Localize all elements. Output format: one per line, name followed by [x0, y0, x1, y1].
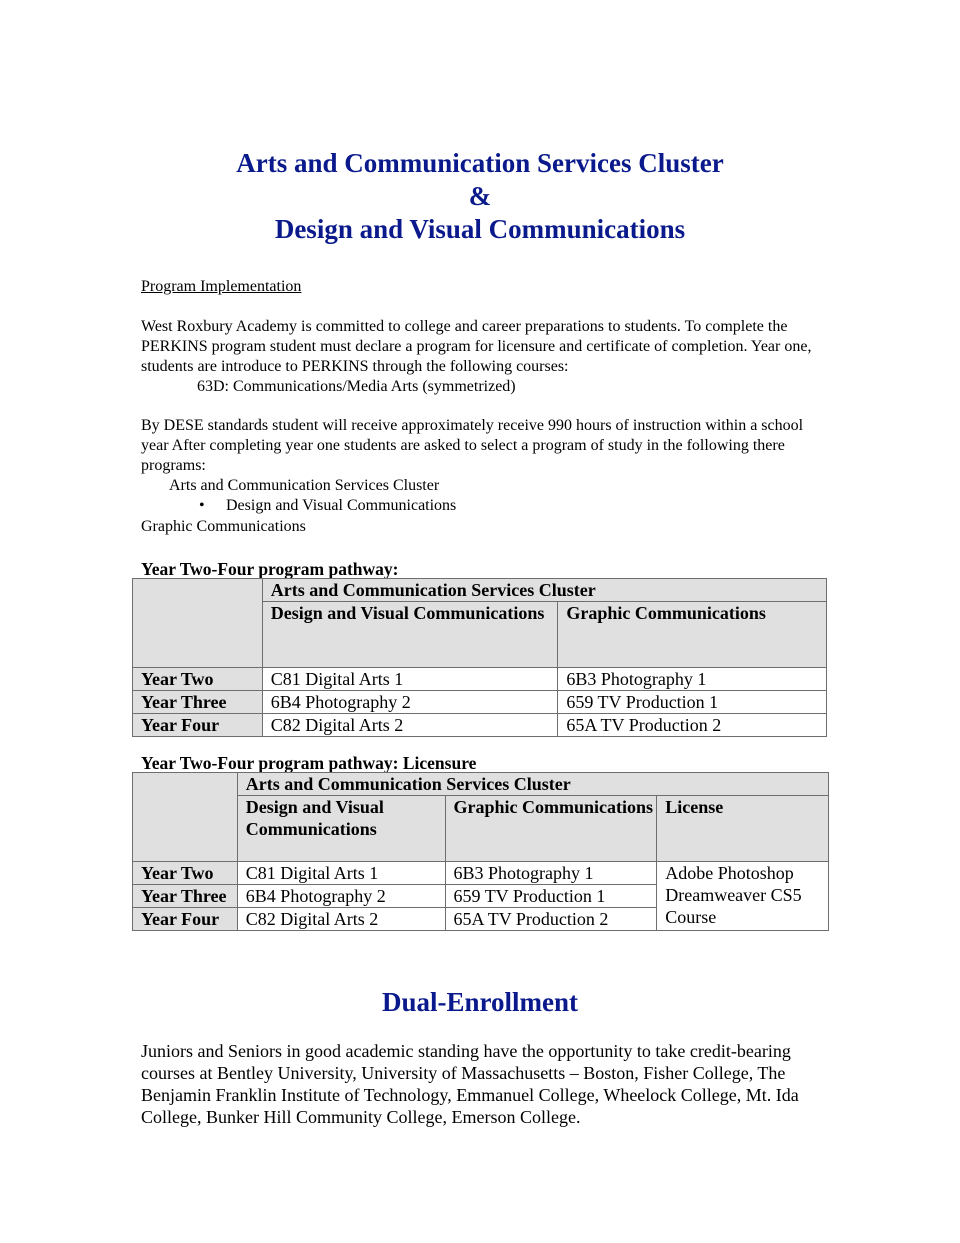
- table-cluster-header: Arts and Communication Services Cluster: [237, 773, 828, 796]
- dual-enrollment-title: Dual-Enrollment: [381, 987, 578, 1017]
- table-year-cell: Year Two: [133, 862, 238, 885]
- table-cell: 65A TV Production 2: [558, 714, 827, 737]
- document-title-ampersand: &: [468, 181, 492, 211]
- table-cell: 659 TV Production 1: [558, 691, 827, 714]
- table-row: [133, 579, 827, 602]
- table-cell: 6B3 Photography 1: [558, 668, 827, 691]
- table-cell: 6B4 Photography 2: [262, 691, 558, 714]
- table-column-header: Graphic Communications: [558, 602, 827, 668]
- licensure-table: [132, 772, 829, 931]
- table-year-cell: Year Four: [133, 908, 238, 931]
- table-column-header: Design and Visual Communications: [237, 796, 445, 862]
- document-title-line-1: Arts and Communication Services Cluster: [236, 148, 724, 178]
- table-cell: 659 TV Production 1: [445, 885, 657, 908]
- table-cell: 6B4 Photography 2: [237, 885, 445, 908]
- table-cell: 6B3 Photography 1: [445, 862, 657, 885]
- program-intro-paragraph: West Roxbury Academy is committed to college and career preparations to students. To complete the PERKINS program student must declare a program for licensure and certificate of completion. Year one, students are introduce to PERKINS through the following courses:: [141, 318, 812, 375]
- table-row: [133, 714, 827, 737]
- table-cluster-header: Arts and Communication Services Cluster: [262, 579, 826, 602]
- table-2-heading: Year Two-Four program pathway: Licensure: [141, 753, 477, 773]
- table-row: [133, 773, 829, 796]
- table-license-cell: Adobe Photoshop Dreamweaver CS5 Course: [657, 862, 829, 931]
- table-cell: 65A TV Production 2: [445, 908, 657, 931]
- bullet-icon: •: [199, 497, 205, 514]
- document-title-line-2: Design and Visual Communications: [274, 214, 686, 244]
- program-bullet-item: [199, 496, 456, 516]
- table-row: [133, 691, 827, 714]
- table-year-cell: Year Four: [133, 714, 263, 737]
- table-column-header: Graphic Communications: [445, 796, 657, 862]
- table-cell: C81 Digital Arts 1: [237, 862, 445, 885]
- dese-paragraph: By DESE standards student will receive approximately receive 990 hours of instruction within a school year After completing year one students are asked to select a program of study in the following there programs:: [141, 417, 804, 474]
- bullet-item-label: Design and Visual Communications: [226, 497, 457, 514]
- program-implementation-heading: Program Implementation: [141, 278, 302, 295]
- table-year-cell: Year Three: [133, 691, 263, 714]
- table-corner-cell: [133, 579, 263, 668]
- program-cluster-line: Arts and Communication Services Cluster: [169, 477, 440, 494]
- table-column-header: License: [657, 796, 829, 862]
- table-cell: C82 Digital Arts 2: [237, 908, 445, 931]
- dual-enrollment-paragraph: Juniors and Seniors in good academic standing have the opportunity to take credit-bearing courses at Bentley University, University of Massachusetts – Boston, Fisher College, The Benjamin Franklin Institute of Technology, Emmanuel College, Wheelock College, Mt. Ida College, Bunker Hill Community College, Emerson College.: [141, 1041, 799, 1127]
- table-year-cell: Year Three: [133, 885, 238, 908]
- table-1-heading: Year Two-Four program pathway:: [141, 559, 399, 579]
- table-cell: C81 Digital Arts 1: [262, 668, 558, 691]
- table-cell: C82 Digital Arts 2: [262, 714, 558, 737]
- table-row: [133, 862, 829, 885]
- table-corner-cell: [133, 773, 238, 862]
- table-column-header: Design and Visual Communications: [262, 602, 558, 668]
- table-year-cell: Year Two: [133, 668, 263, 691]
- program-graphic-line: Graphic Communications: [141, 518, 306, 535]
- table-row: [133, 796, 829, 862]
- pathway-table: [132, 578, 827, 737]
- table-row: [133, 668, 827, 691]
- year-one-course: 63D: Communications/Media Arts (symmetrized): [197, 378, 516, 395]
